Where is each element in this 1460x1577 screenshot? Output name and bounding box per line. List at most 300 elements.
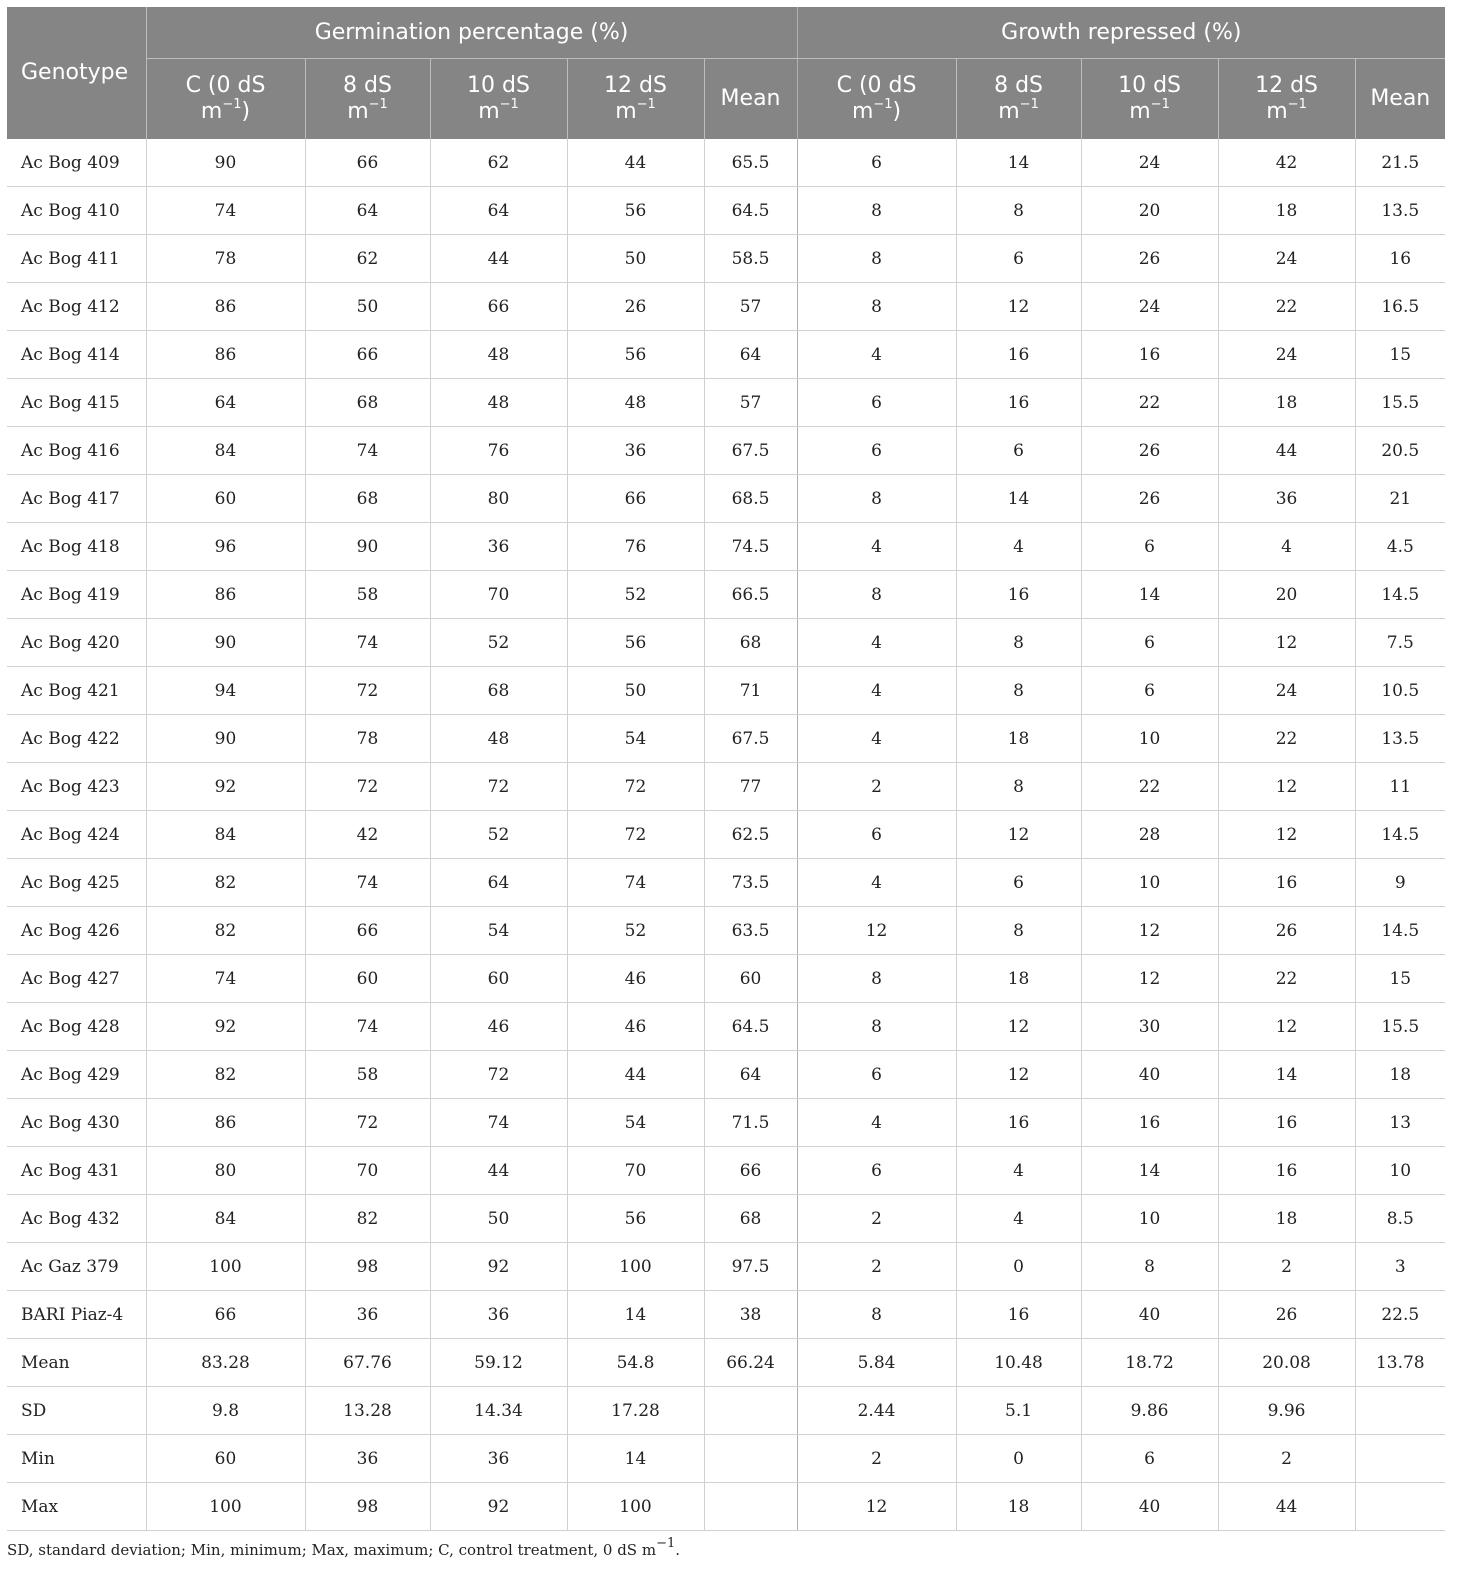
table-cell: 21.5 bbox=[1355, 139, 1445, 187]
table-row bbox=[7, 1099, 1445, 1147]
table-cell: 18 bbox=[1218, 187, 1355, 235]
table-row bbox=[7, 1243, 1445, 1291]
table-row bbox=[7, 1291, 1445, 1339]
table-cell: 16 bbox=[1218, 1147, 1355, 1195]
subheader-tail: ) bbox=[241, 99, 251, 124]
table-cell: 14.5 bbox=[1355, 811, 1445, 859]
table-cell: 8 bbox=[797, 187, 956, 235]
row-label: Ac Bog 419 bbox=[7, 571, 146, 619]
table-cell: 57 bbox=[704, 379, 797, 427]
footnote-end: . bbox=[675, 1541, 681, 1559]
table-cell: 67.5 bbox=[704, 427, 797, 475]
subheader-unit: m bbox=[615, 99, 637, 124]
table-cell: 26 bbox=[567, 283, 704, 331]
table-cell: 68 bbox=[430, 667, 567, 715]
table-cell: 6 bbox=[1081, 1435, 1218, 1483]
subheader-cell bbox=[1218, 59, 1355, 140]
table-cell: 36 bbox=[305, 1291, 430, 1339]
table-cell: 4 bbox=[797, 331, 956, 379]
table-cell: 54 bbox=[567, 715, 704, 763]
table-cell: 44 bbox=[567, 139, 704, 187]
row-label: Ac Bog 411 bbox=[7, 235, 146, 283]
row-label: Ac Bog 420 bbox=[7, 619, 146, 667]
table-cell: 3 bbox=[1355, 1243, 1445, 1291]
table-cell: 100 bbox=[567, 1483, 704, 1531]
table-cell: 84 bbox=[146, 811, 305, 859]
table-cell: 62.5 bbox=[704, 811, 797, 859]
table-cell: 83.28 bbox=[146, 1339, 305, 1387]
table-cell: 73.5 bbox=[704, 859, 797, 907]
table-cell: 4 bbox=[956, 523, 1081, 571]
table-cell: 14 bbox=[567, 1291, 704, 1339]
subheader-cell bbox=[430, 59, 567, 140]
table-cell: 71 bbox=[704, 667, 797, 715]
table-cell: 65.5 bbox=[704, 139, 797, 187]
table-row bbox=[7, 427, 1445, 475]
table-cell: 14 bbox=[567, 1435, 704, 1483]
table-cell bbox=[1355, 1483, 1445, 1531]
subheader-unit-exponent: −1 bbox=[1150, 96, 1170, 112]
table-cell: 36 bbox=[305, 1435, 430, 1483]
table-cell: 74.5 bbox=[704, 523, 797, 571]
row-label: BARI Piaz-4 bbox=[7, 1291, 146, 1339]
subheader-line1: 8 dS bbox=[994, 73, 1043, 98]
table-cell: 62 bbox=[430, 139, 567, 187]
table-cell: 68 bbox=[305, 475, 430, 523]
table-cell: 28 bbox=[1081, 811, 1218, 859]
table-cell: 60 bbox=[305, 955, 430, 1003]
table-cell: 54 bbox=[567, 1099, 704, 1147]
table-row bbox=[7, 1195, 1445, 1243]
subheader-unit: m bbox=[998, 99, 1020, 124]
table-cell: 46 bbox=[430, 1003, 567, 1051]
table-cell: 52 bbox=[567, 907, 704, 955]
table-cell: 2 bbox=[797, 1195, 956, 1243]
table-cell: 90 bbox=[146, 139, 305, 187]
row-label: Ac Bog 427 bbox=[7, 955, 146, 1003]
table-cell: 84 bbox=[146, 1195, 305, 1243]
table-cell: 74 bbox=[430, 1099, 567, 1147]
subheader-cell bbox=[1081, 59, 1218, 140]
table-cell: 66 bbox=[430, 283, 567, 331]
subheader-unit-exponent: −1 bbox=[873, 96, 893, 112]
subheader-line1: C (0 dS bbox=[836, 73, 917, 98]
table-cell: 26 bbox=[1081, 475, 1218, 523]
table-cell: 80 bbox=[430, 475, 567, 523]
table-cell: 16 bbox=[956, 331, 1081, 379]
table-cell: 11 bbox=[1355, 763, 1445, 811]
table-cell: 58 bbox=[305, 1051, 430, 1099]
table-row bbox=[7, 955, 1445, 1003]
table-cell: 40 bbox=[1081, 1291, 1218, 1339]
subheader-tail: ) bbox=[892, 99, 902, 124]
table-cell: 42 bbox=[1218, 139, 1355, 187]
table-cell: 36 bbox=[1218, 475, 1355, 523]
row-label: Ac Bog 426 bbox=[7, 907, 146, 955]
table-cell: 67.76 bbox=[305, 1339, 430, 1387]
table-cell: 44 bbox=[1218, 427, 1355, 475]
table-cell: 12 bbox=[956, 1051, 1081, 1099]
row-label: Ac Bog 430 bbox=[7, 1099, 146, 1147]
subheader-unit-exponent: −1 bbox=[636, 96, 656, 112]
table-cell: 54.8 bbox=[567, 1339, 704, 1387]
table-cell bbox=[704, 1387, 797, 1435]
table-cell: 14.5 bbox=[1355, 907, 1445, 955]
table-cell: 6 bbox=[797, 1147, 956, 1195]
table-cell: 86 bbox=[146, 571, 305, 619]
table-row bbox=[7, 139, 1445, 187]
table-cell: 4 bbox=[956, 1195, 1081, 1243]
table-cell: 90 bbox=[305, 523, 430, 571]
row-label: Ac Bog 415 bbox=[7, 379, 146, 427]
table-cell: 68.5 bbox=[704, 475, 797, 523]
table-cell: 70 bbox=[567, 1147, 704, 1195]
footnote-text: SD, standard deviation; Min, minimum; Max, maximum; C, control treatment, 0 dS m bbox=[7, 1541, 657, 1559]
table-cell: 20 bbox=[1081, 187, 1218, 235]
table-cell: 6 bbox=[1081, 619, 1218, 667]
subheader-cell bbox=[956, 59, 1081, 140]
table-cell: 67.5 bbox=[704, 715, 797, 763]
table-cell: 8 bbox=[1081, 1243, 1218, 1291]
table-cell: 12 bbox=[956, 283, 1081, 331]
table-cell: 10 bbox=[1081, 859, 1218, 907]
table-cell: 4 bbox=[797, 619, 956, 667]
table-cell: 22 bbox=[1081, 763, 1218, 811]
table-cell: 60 bbox=[704, 955, 797, 1003]
table-cell: 66 bbox=[305, 907, 430, 955]
row-label: Ac Bog 422 bbox=[7, 715, 146, 763]
table-cell: 22 bbox=[1081, 379, 1218, 427]
table-cell: 12 bbox=[1218, 811, 1355, 859]
table-cell: 56 bbox=[567, 619, 704, 667]
table-cell: 18.72 bbox=[1081, 1339, 1218, 1387]
table-cell: 98 bbox=[305, 1243, 430, 1291]
table-body bbox=[7, 139, 1445, 1531]
table-row bbox=[7, 619, 1445, 667]
table-cell: 8 bbox=[797, 955, 956, 1003]
table-cell: 36 bbox=[567, 427, 704, 475]
table-cell: 14.34 bbox=[430, 1387, 567, 1435]
row-label: Ac Bog 417 bbox=[7, 475, 146, 523]
table-row bbox=[7, 331, 1445, 379]
table-cell: 64 bbox=[430, 187, 567, 235]
table-cell: 66 bbox=[305, 331, 430, 379]
table-cell: 58 bbox=[305, 571, 430, 619]
subheader-unit: m bbox=[200, 99, 223, 124]
table-cell: 9.96 bbox=[1218, 1387, 1355, 1435]
table-cell: 16 bbox=[956, 1291, 1081, 1339]
table-cell: 59.12 bbox=[430, 1339, 567, 1387]
table-cell: 44 bbox=[430, 1147, 567, 1195]
footnote-sup: −1 bbox=[656, 1536, 676, 1551]
table-cell: 0 bbox=[956, 1243, 1081, 1291]
row-label: Ac Bog 429 bbox=[7, 1051, 146, 1099]
table-cell: 82 bbox=[146, 859, 305, 907]
table-cell: 10.5 bbox=[1355, 667, 1445, 715]
row-label: Ac Bog 421 bbox=[7, 667, 146, 715]
table-cell: 15 bbox=[1355, 955, 1445, 1003]
table-cell: 71.5 bbox=[704, 1099, 797, 1147]
row-label: Ac Bog 409 bbox=[7, 139, 146, 187]
table-cell: 2 bbox=[797, 1243, 956, 1291]
table-cell: 56 bbox=[567, 187, 704, 235]
table-cell: 44 bbox=[567, 1051, 704, 1099]
table-cell: 56 bbox=[567, 1195, 704, 1243]
row-label: Ac Bog 431 bbox=[7, 1147, 146, 1195]
subheader-cell bbox=[1355, 59, 1445, 140]
table-cell: 64 bbox=[146, 379, 305, 427]
table-cell: 24 bbox=[1218, 331, 1355, 379]
table-cell: 20.08 bbox=[1218, 1339, 1355, 1387]
growth-group-header: Growth repressed (%) bbox=[797, 7, 1445, 59]
table-cell: 44 bbox=[1218, 1483, 1355, 1531]
germination-table bbox=[7, 7, 1445, 1531]
row-label: SD bbox=[7, 1387, 146, 1435]
table-cell: 56 bbox=[567, 331, 704, 379]
subheader-row bbox=[7, 59, 1445, 140]
table-cell: 8 bbox=[956, 187, 1081, 235]
table-cell: 16 bbox=[1218, 859, 1355, 907]
subheader-unit: m bbox=[1266, 99, 1288, 124]
table-cell: 74 bbox=[146, 955, 305, 1003]
table-cell: 74 bbox=[567, 859, 704, 907]
subheader-line1: 10 dS bbox=[467, 73, 530, 98]
table-cell: 24 bbox=[1081, 139, 1218, 187]
table-cell: 10 bbox=[1081, 1195, 1218, 1243]
row-label: Ac Bog 423 bbox=[7, 763, 146, 811]
table-cell: 40 bbox=[1081, 1051, 1218, 1099]
table-cell: 10 bbox=[1081, 715, 1218, 763]
table-cell: 64 bbox=[704, 331, 797, 379]
table-row bbox=[7, 715, 1445, 763]
table-cell: 17.28 bbox=[567, 1387, 704, 1435]
table-cell: 48 bbox=[430, 331, 567, 379]
subheader-unit-exponent: −1 bbox=[1019, 96, 1039, 112]
subheader-unit-exponent: −1 bbox=[222, 96, 242, 112]
table-cell: 4 bbox=[797, 859, 956, 907]
table-cell: 38 bbox=[704, 1291, 797, 1339]
table-row bbox=[7, 1339, 1445, 1387]
table-cell: 66 bbox=[567, 475, 704, 523]
table-cell: 12 bbox=[797, 1483, 956, 1531]
table-cell: 54 bbox=[430, 907, 567, 955]
subheader-unit: m bbox=[478, 99, 500, 124]
table-cell: 36 bbox=[430, 1435, 567, 1483]
table-cell: 58.5 bbox=[704, 235, 797, 283]
table-cell: 78 bbox=[305, 715, 430, 763]
table-cell: 36 bbox=[430, 523, 567, 571]
table-cell: 8 bbox=[797, 235, 956, 283]
table-cell: 6 bbox=[797, 379, 956, 427]
table-cell: 24 bbox=[1218, 235, 1355, 283]
table-cell bbox=[1355, 1387, 1445, 1435]
table-cell: 16.5 bbox=[1355, 283, 1445, 331]
table-cell: 5.84 bbox=[797, 1339, 956, 1387]
table-cell: 100 bbox=[146, 1483, 305, 1531]
table-cell: 70 bbox=[305, 1147, 430, 1195]
table-cell: 84 bbox=[146, 427, 305, 475]
table-cell: 14 bbox=[956, 139, 1081, 187]
subheader-line1: 8 dS bbox=[343, 73, 392, 98]
table-cell: 48 bbox=[430, 379, 567, 427]
table-row bbox=[7, 1051, 1445, 1099]
table-cell: 13.5 bbox=[1355, 187, 1445, 235]
table-cell: 96 bbox=[146, 523, 305, 571]
table-cell: 14 bbox=[1081, 1147, 1218, 1195]
table-cell: 16 bbox=[956, 379, 1081, 427]
table-cell: 74 bbox=[305, 1003, 430, 1051]
table-cell: 18 bbox=[956, 955, 1081, 1003]
table-cell: 72 bbox=[305, 763, 430, 811]
subheader-cell bbox=[305, 59, 430, 140]
table-cell: 98 bbox=[305, 1483, 430, 1531]
table-cell: 46 bbox=[567, 1003, 704, 1051]
table-cell: 16 bbox=[1081, 1099, 1218, 1147]
table-cell: 16 bbox=[956, 571, 1081, 619]
table-cell: 13.78 bbox=[1355, 1339, 1445, 1387]
table-cell: 4 bbox=[797, 1099, 956, 1147]
table-cell: 90 bbox=[146, 715, 305, 763]
table-cell: 18 bbox=[1218, 1195, 1355, 1243]
table-cell: 6 bbox=[956, 427, 1081, 475]
table-cell: 60 bbox=[430, 955, 567, 1003]
table-cell: 86 bbox=[146, 283, 305, 331]
table-cell: 2 bbox=[1218, 1435, 1355, 1483]
table-cell: 64 bbox=[430, 859, 567, 907]
table-cell: 57 bbox=[704, 283, 797, 331]
table-cell: 16 bbox=[1355, 235, 1445, 283]
table-cell: 12 bbox=[956, 1003, 1081, 1051]
table-row bbox=[7, 379, 1445, 427]
table-cell: 60 bbox=[146, 475, 305, 523]
table-cell: 94 bbox=[146, 667, 305, 715]
table-cell: 8 bbox=[797, 1291, 956, 1339]
table-row bbox=[7, 859, 1445, 907]
table-cell: 12 bbox=[1081, 955, 1218, 1003]
table-cell: 24 bbox=[1081, 283, 1218, 331]
subheader-unit-exponent: −1 bbox=[1287, 96, 1307, 112]
table-cell: 14 bbox=[1218, 1051, 1355, 1099]
table-cell: 66 bbox=[704, 1147, 797, 1195]
table-cell: 14 bbox=[956, 475, 1081, 523]
table-cell: 6 bbox=[1081, 667, 1218, 715]
table-cell: 10 bbox=[1355, 1147, 1445, 1195]
table-cell: 8 bbox=[956, 907, 1081, 955]
table-cell: 13 bbox=[1355, 1099, 1445, 1147]
table-cell: 44 bbox=[430, 235, 567, 283]
table-cell: 72 bbox=[305, 667, 430, 715]
table-row bbox=[7, 811, 1445, 859]
table-cell: 64 bbox=[305, 187, 430, 235]
subheader-cell bbox=[704, 59, 797, 140]
subheader-line1: 10 dS bbox=[1118, 73, 1181, 98]
table-cell: 12 bbox=[956, 811, 1081, 859]
table-cell: 2 bbox=[1218, 1243, 1355, 1291]
row-label: Ac Gaz 379 bbox=[7, 1243, 146, 1291]
table-cell: 72 bbox=[305, 1099, 430, 1147]
table-cell: 30 bbox=[1081, 1003, 1218, 1051]
table-row bbox=[7, 1003, 1445, 1051]
table-cell: 22 bbox=[1218, 283, 1355, 331]
table-cell: 82 bbox=[146, 1051, 305, 1099]
table-cell: 76 bbox=[430, 427, 567, 475]
table-cell: 74 bbox=[146, 187, 305, 235]
table-cell: 7.5 bbox=[1355, 619, 1445, 667]
table-cell: 64.5 bbox=[704, 187, 797, 235]
subheader-cell bbox=[567, 59, 704, 140]
row-label: Max bbox=[7, 1483, 146, 1531]
table-cell: 2 bbox=[797, 763, 956, 811]
table-cell: 6 bbox=[797, 139, 956, 187]
table-cell: 92 bbox=[430, 1243, 567, 1291]
table-cell: 50 bbox=[430, 1195, 567, 1243]
table-cell: 12 bbox=[1218, 619, 1355, 667]
table-cell: 22 bbox=[1218, 715, 1355, 763]
subheader-cell bbox=[797, 59, 956, 140]
table-cell: 76 bbox=[567, 523, 704, 571]
row-label: Ac Bog 425 bbox=[7, 859, 146, 907]
table-cell: 50 bbox=[567, 667, 704, 715]
table-cell: 12 bbox=[797, 907, 956, 955]
table-cell: 77 bbox=[704, 763, 797, 811]
genotype-header: Genotype bbox=[7, 7, 146, 139]
subheader-unit-exponent: −1 bbox=[368, 96, 388, 112]
table-cell: 86 bbox=[146, 1099, 305, 1147]
table-cell: 100 bbox=[567, 1243, 704, 1291]
table-cell: 26 bbox=[1081, 235, 1218, 283]
table-cell: 18 bbox=[956, 715, 1081, 763]
table-cell bbox=[704, 1483, 797, 1531]
table-cell: 14 bbox=[1081, 571, 1218, 619]
table-cell: 50 bbox=[567, 235, 704, 283]
table-row bbox=[7, 187, 1445, 235]
subheader-line1: 12 dS bbox=[604, 73, 667, 98]
table-cell: 52 bbox=[430, 619, 567, 667]
table-cell: 48 bbox=[430, 715, 567, 763]
table-cell: 24 bbox=[1218, 667, 1355, 715]
table-cell: 70 bbox=[430, 571, 567, 619]
table-cell: 4 bbox=[797, 523, 956, 571]
row-label: Min bbox=[7, 1435, 146, 1483]
table-cell: 62 bbox=[305, 235, 430, 283]
table-cell: 6 bbox=[797, 811, 956, 859]
table-cell: 12 bbox=[1218, 763, 1355, 811]
table-cell: 8.5 bbox=[1355, 1195, 1445, 1243]
table-cell: 52 bbox=[567, 571, 704, 619]
table-row bbox=[7, 235, 1445, 283]
row-label: Ac Bog 416 bbox=[7, 427, 146, 475]
table-cell: 2 bbox=[797, 1435, 956, 1483]
table-row bbox=[7, 1483, 1445, 1531]
table-cell: 66.5 bbox=[704, 571, 797, 619]
row-label: Ac Bog 414 bbox=[7, 331, 146, 379]
table-cell: 15.5 bbox=[1355, 379, 1445, 427]
table-cell: 21 bbox=[1355, 475, 1445, 523]
table-cell: 26 bbox=[1218, 907, 1355, 955]
table-row bbox=[7, 763, 1445, 811]
table-row bbox=[7, 1387, 1445, 1435]
table-row bbox=[7, 1147, 1445, 1195]
table-row bbox=[7, 523, 1445, 571]
table-cell: 74 bbox=[305, 859, 430, 907]
table-cell: 10.48 bbox=[956, 1339, 1081, 1387]
table-row bbox=[7, 475, 1445, 523]
table-cell: 66 bbox=[305, 139, 430, 187]
table-cell: 72 bbox=[430, 763, 567, 811]
table-row bbox=[7, 283, 1445, 331]
table-cell: 68 bbox=[704, 619, 797, 667]
table-cell: 22.5 bbox=[1355, 1291, 1445, 1339]
